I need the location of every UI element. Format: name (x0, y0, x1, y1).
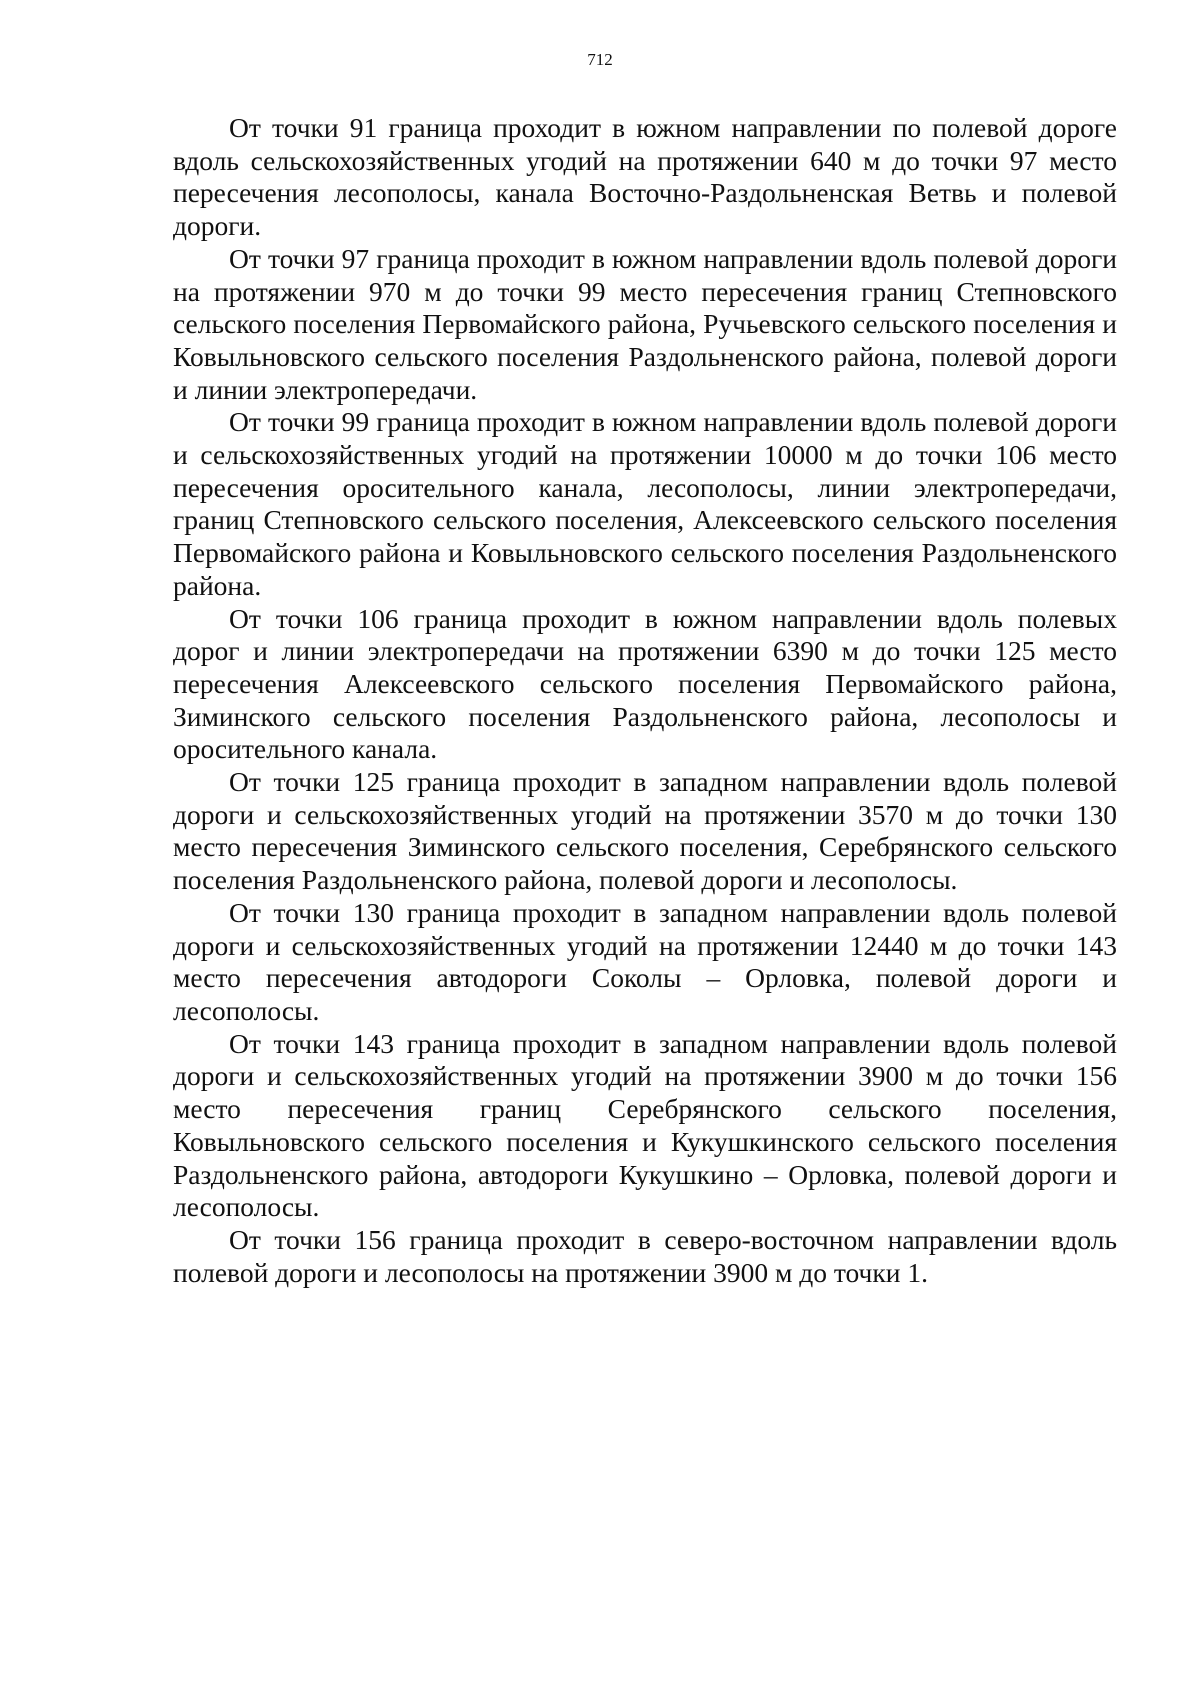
paragraph-point-97: От точки 97 граница проходит в южном направлении вдоль полевой дороги на протяжении 970 м до точки 99 место пересечения границ Степновского сельского поселения Первомайского района, Ручьевского сельского поселения и Ковыльновского сельского поселения Раздольненского района, полевой дороги и линии электропередачи. (173, 242, 1117, 405)
paragraph-point-130: От точки 130 граница проходит в западном направлении вдоль полевой дороги и сельскохозяйственных угодий на протяжении 12440 м до точки 143 место пересечения автодороги Соколы – Орловка, полевой дороги и лесополосы. (173, 896, 1117, 1026)
paragraph-point-143: От точки 143 граница проходит в западном направлении вдоль полевой дороги и сельскохозяйственных угодий на протяжении 3900 м до точки 156 место пересечения границ Серебрянского сельского поселения, Ковыльновского сельского поселения и Кукушкинского сельского поселения Раздольненского района, автодороги Кукушкино – Орловка, полевой дороги и лесополосы. (173, 1027, 1117, 1223)
paragraph-point-106: От точки 106 граница проходит в южном направлении вдоль полевых дорог и линии электропередачи на протяжении 6390 м до точки 125 место пересечения Алексеевского сельского поселения Первомайского района, Зиминского сельского поселения Раздольненского района, лесополосы и оросительного канала. (173, 602, 1117, 765)
page-number: 712 (587, 50, 613, 69)
paragraph-point-156: От точки 156 граница проходит в северо-восточном направлении вдоль полевой дороги и лесополосы на протяжении 3900 м до точки 1. (173, 1223, 1117, 1288)
paragraph-point-99: От точки 99 граница проходит в южном направлении вдоль полевой дороги и сельскохозяйственных угодий на протяжении 10000 м до точки 106 место пересечения оросительного канала, лесополосы, линии электропередачи, границ Степновского сельского поселения, Алексеевского сельского поселения Первомайского района и Ковыльновского сельского поселения Раздольненского района. (173, 406, 1117, 601)
document-body (173, 112, 1117, 1289)
paragraph-point-125: От точки 125 граница проходит в западном направлении вдоль полевой дороги и сельскохозяйственных угодий на протяжении 3570 м до точки 130 место пересечения Зиминского сельского поселения, Серебрянского сельского поселения Раздольненского района, полевой дороги и лесополосы. (173, 766, 1117, 896)
paragraph-point-91: От точки 91 граница проходит в южном направлении по полевой дороге вдоль сельскохозяйственных угодий на протяжении 640 м до точки 97 место пересечения лесополосы, канала Восточно-Раздольненская Ветвь и полевой дороги. (173, 112, 1117, 242)
